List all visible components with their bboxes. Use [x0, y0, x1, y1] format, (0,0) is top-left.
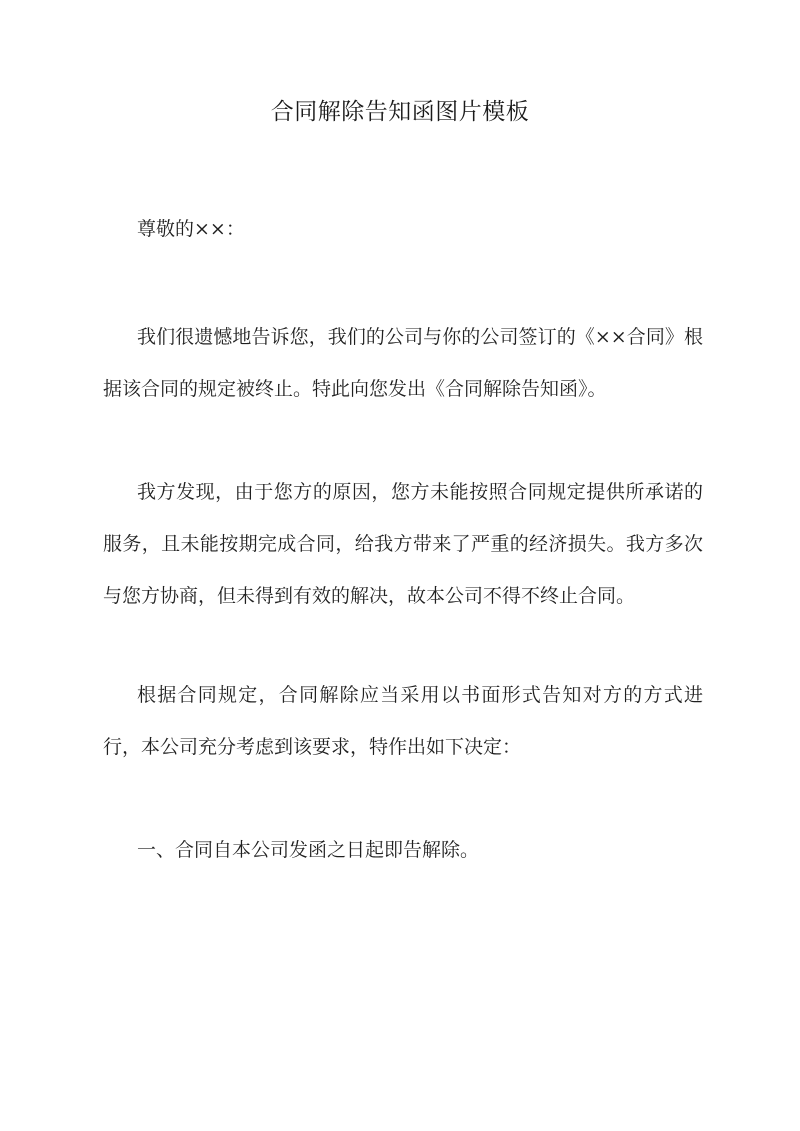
- salutation: 尊敬的××：: [137, 218, 245, 240]
- paragraph-breach-reason: 我方发现，由于您方的原因，您方未能按照合同规定提供所承诺的服务，且未能按期完成合同，给我方带来了严重的经济损失。我方多次与您方协商，但未得到有效的解决，故本公司不得不终止合同。: [103, 481, 703, 607]
- document-title: 合同解除告知函图片模板: [270, 99, 530, 125]
- paragraph-decision-item-1: 一、合同自本公司发函之日起即告解除。: [137, 839, 480, 861]
- paragraph-written-form: 根据合同规定，合同解除应当采用以书面形式告知对方的方式进行，本公司充分考虑到该要求，特作出如下决定：: [103, 684, 703, 758]
- paragraph-termination-notice: 我们很遗憾地告诉您，我们的公司与你的公司签订的《××合同》根据该合同的规定被终止。特此向您发出《合同解除告知函》。: [103, 326, 703, 400]
